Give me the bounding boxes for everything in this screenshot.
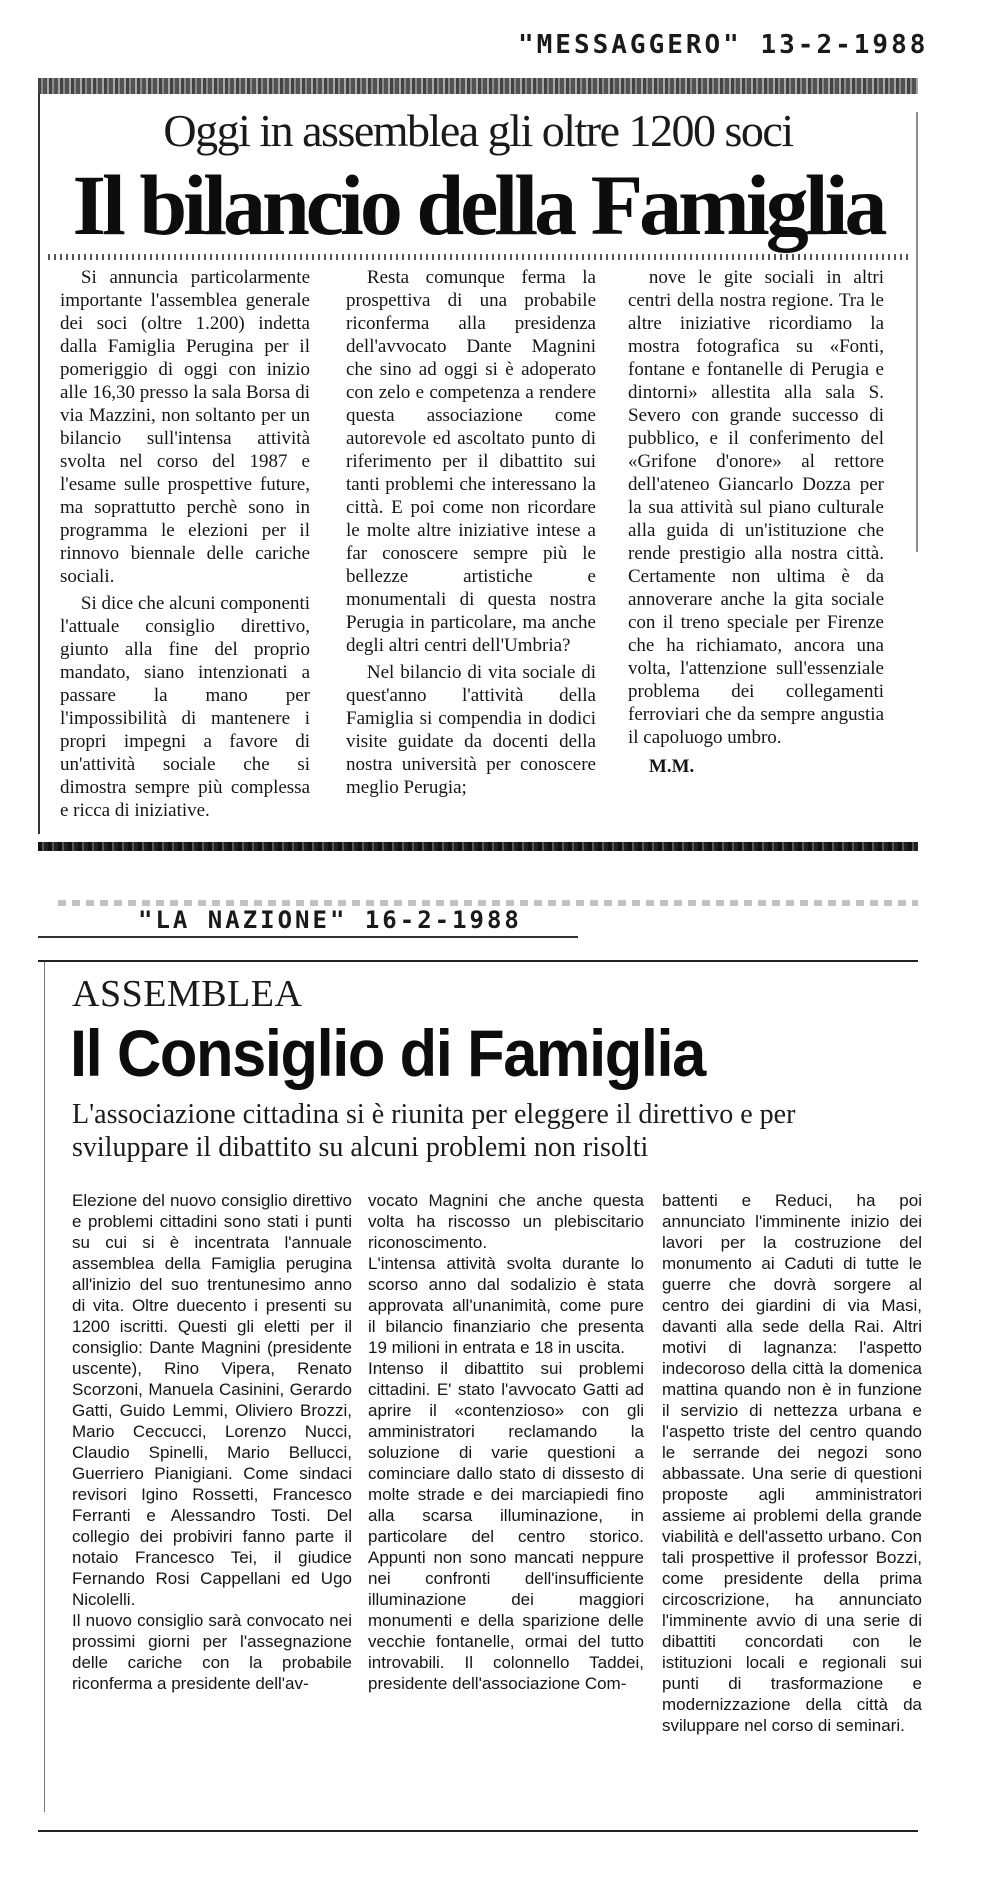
handwritten-source-tag: "MESSAGGERO" 13-2-1988 bbox=[518, 30, 929, 60]
article-column-2 bbox=[346, 266, 596, 803]
paragraph: nove le gite sociali in altri centri della nostra regione. Tra le altre iniziative ricordiamo la mostra fotografica su «Fonti, fontane e fontanelle di Perugia e dintorni» allestita alla sala S. Severo con grande successo di pubblico, e il conferimento del «Grifone d'onore» al rettore dell'ateneo Giancarlo Dozza per la sua attività sul piano culturale alla guida di un'istituzione che rende prestigio alla nostra città. Certamente non ultima è da annoverare anche la gita sociale con il treno speciale per Firenze che ha richiamato, ancora una volta, l'attenzione sull'essenziale problema dei collegamenti ferroviari che da sempre angustia il capoluogo umbro. bbox=[628, 267, 884, 748]
author-signature: M.M. bbox=[648, 756, 695, 777]
article-column-3 bbox=[662, 1190, 922, 1736]
article-column-1 bbox=[72, 1190, 352, 1694]
paragraph: battenti e Reduci, ha poi annunciato l'imminente inizio dei lavori per la costruzione del monumento ai Caduti di tutte le guerre che dovrà sorgere al centro dei giardini di via Masi, davanti alla sede della Rai. Altri motivi di lagnanza: l'aspetto indecoroso della città la domenica mattina quando non è in funzione il servizio di nettezza urbana e l'aspetto triste del centro quando le serrande dei negozi sono abbassate. Una serie di questioni proposte agli amministratori assieme ai problemi della grande viabilità e dell'assetto urbano. Con tali prospettive il professor Bozzi, come presidente della prima circoscrizione, ha annunciato l'imminente avvio di una serie di dibattiti concordati con le istituzioni locali e regionali sui punti di trasformazione e modernizzazione della città da sviluppare nel corso di seminari. bbox=[662, 1191, 922, 1735]
headline: Il Consiglio di Famiglia bbox=[70, 1016, 705, 1090]
top-rule bbox=[38, 960, 918, 962]
messaggero-clipping bbox=[38, 22, 929, 862]
bottom-rule bbox=[38, 1830, 918, 1832]
article-column-3 bbox=[628, 266, 884, 782]
left-rule bbox=[44, 962, 45, 1812]
paragraph: vocato Magnini che anche questa volta ha riscosso un plebiscitario riconoscimento. bbox=[368, 1191, 644, 1252]
paragraph: L'intensa attività svolta durante lo scorso anno dal sodalizio è stata approvata all'unanimità, come pure il bilancio finanziario che presenta 19 milioni in entrata e 18 in uscita. bbox=[368, 1254, 644, 1357]
tag-underline bbox=[38, 936, 578, 938]
paragraph: Si dice che alcuni componenti l'attuale consiglio direttivo, giunto alla fine del proprio mandato, siano intenzionati a passare la mano per l'impossibilità di mantenere i propri impegni a favore di un'attività sociale che si dimostra sempre più complessa e ricca di iniziative. bbox=[60, 593, 310, 821]
top-rule bbox=[38, 78, 918, 94]
paragraph: Nel bilancio di vita sociale di quest'anno l'attività della Famiglia si compendia in dodici visite guidate da docenti della nostra università per conoscere meglio Perugia; bbox=[346, 662, 596, 798]
nazione-clipping bbox=[38, 900, 938, 1860]
section-label: ASSEMBLEA bbox=[72, 973, 303, 1015]
bottom-rule bbox=[38, 842, 918, 851]
paragraph: Intenso il dibattito sui problemi cittadini. E' stato l'avvocato Gatti ad aprire il «contenzioso» con gli amministratori reclamando la soluzione di varie questioni a cominciare dallo stato di dissesto di molte strade e dei marciapiedi fino alla scarsa illuminazione, in particolare del centro storico. Appunti non sono mancati neppure nei confronti dell'insufficiente illuminazione dei maggiori monumenti e della sparizione delle vecchie fontanelle, ormai del tutto introvabili. Il colonnello Taddei, presidente dell'associazione Com- bbox=[368, 1359, 644, 1693]
paragraph: Il nuovo consiglio sarà convocato nei prossimi giorni per l'assegnazione delle cariche con la probabile riconferma a presidente dell'av- bbox=[72, 1611, 352, 1693]
paragraph: Si annuncia particolarmente importante l'assemblea generale dei soci (oltre 1.200) indetta dalla Famiglia Perugina per il pomeriggio di oggi con inizio alle 16,30 presso la sala Borsa di via Mazzini, non soltanto per un bilancio sull'intensa attività svolta nel corso del 1987 e l'esame sulle prospettive future, ma soprattutto perchè sono in programma le elezioni per il rinnovo biennale delle cariche sociali. bbox=[60, 267, 310, 587]
headline-rule bbox=[48, 254, 908, 260]
paragraph: Elezione del nuovo consiglio direttivo e problemi cittadini sono stati i punti su cui si è incentrata l'annuale assemblea della Famiglia perugina all'inizio del suo trentunesimo anno di vita. Oltre duecento i presenti su 1200 iscritti. Questi gli eletti per il consiglio: Dante Magnini (presidente uscente), Rino Vipera, Renato Scorzoni, Manuela Casinini, Gerardo Gatti, Guido Lemmi, Oliviero Brozzi, Mario Ceccucci, Lorenzo Nucci, Claudio Spinelli, Mario Bellucci, Guerriero Pianigiani. Come sindaci revisori Igino Rossetti, Francesco Ferranti e Alessandro Tosti. Del collegio dei probiviri fanno parte il notaio Francesco Tei, il giudice Fernando Rosi Cappellani ed Ugo Nicolelli. bbox=[72, 1191, 352, 1609]
kicker: Oggi in assemblea gli oltre 1200 soci bbox=[163, 105, 793, 156]
article-column-2 bbox=[368, 1190, 644, 1694]
handwritten-source-tag: "LA NAZIONE" 16-2-1988 bbox=[138, 906, 522, 934]
article-column-1 bbox=[60, 266, 310, 826]
headline: Il bilancio della Famiglia bbox=[72, 157, 884, 253]
paragraph: Resta comunque ferma la prospettiva di una probabile riconferma alla presidenza dell'avvocato Dante Magnini che sino ad oggi si è adoperato con zelo e competenza a rendere questa associazione come autorevole ed ascoltato punto di riferimento per il dibattito sui tanti problemi che interessano la città. E poi come non ricordare le molte altre iniziative intese a far conoscere sempre più le bellezze artistiche e monumentali di questa nostra Perugia in particolare, ma anche degli altri centri dell'Umbria? bbox=[346, 267, 596, 656]
subheadline: L'associazione cittadina si è riunita per eleggere il direttivo e per sviluppare il dibattito su alcuni problemi non risolti bbox=[72, 1099, 796, 1163]
